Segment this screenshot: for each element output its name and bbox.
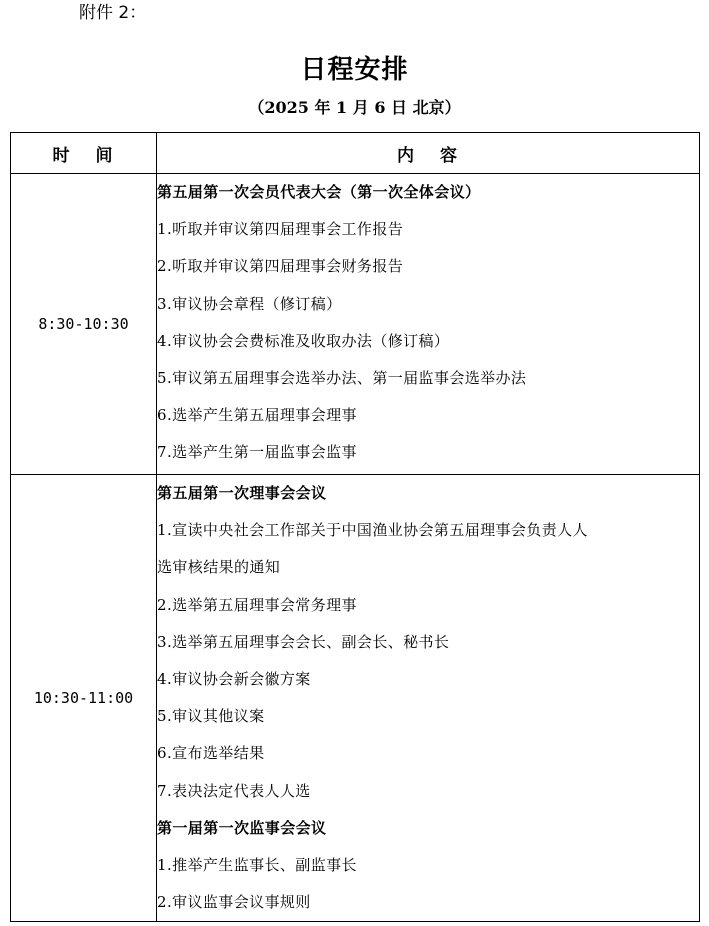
agenda-item-continued: 选审核结果的通知 — [157, 558, 281, 577]
session-3-heading: 第一届第一次监事会会议 — [157, 818, 327, 837]
session-1-heading: 第五届第一次会员代表大会（第一次全体会议） — [157, 183, 481, 201]
agenda-item: 2.选举第五届理事会常务理事 — [157, 595, 357, 614]
agenda-item: 2.听取并审议第四届理事会财务报告 — [157, 257, 404, 276]
agenda-item: 5.审议其他议案 — [157, 707, 265, 726]
header-content-char-1: 内 — [397, 145, 416, 166]
agenda-item: 4.审议协会会费标准及收取办法（修订稿） — [157, 331, 450, 350]
session-2-content — [157, 475, 700, 922]
date-location-subtitle: （2025 年 1 月 6 日 北京） — [248, 98, 461, 117]
agenda-item: 4.审议协会新会徽方案 — [157, 670, 311, 689]
agenda-item: 1.听取并审议第四届理事会工作报告 — [157, 220, 404, 239]
header-content-char-2: 容 — [440, 145, 459, 166]
agenda-item: 3.审议协会章程（修订稿） — [157, 294, 342, 313]
session-1-content — [157, 174, 700, 475]
agenda-item: 1.推举产生监事长、副监事长 — [157, 856, 357, 875]
page-title: 日程安排 — [300, 55, 409, 85]
schedule-table — [10, 132, 700, 922]
agenda-item: 3.选举第五届理事会会长、副会长、秘书长 — [157, 632, 450, 651]
header-time-char-1: 时 — [52, 145, 72, 166]
session-row-1 — [11, 174, 700, 475]
session-2-time: 10:30-11:00 — [11, 475, 157, 922]
agenda-item: 2.审议监事会议事规则 — [157, 893, 311, 912]
agenda-item: 7.表决法定代表人人选 — [157, 781, 311, 800]
header-time — [11, 133, 157, 174]
agenda-item: 5.审议第五届理事会选举办法、第一届监事会选举办法 — [157, 369, 527, 388]
header-time-char-2: 间 — [95, 145, 115, 166]
attachment-label: 附件 2： — [79, 3, 147, 23]
agenda-item: 6.宣布选举结果 — [157, 744, 265, 763]
agenda-item: 6.选举产生第五届理事会理事 — [157, 406, 357, 425]
table-header-row — [11, 133, 700, 174]
session-2-heading: 第五届第一次理事会会议 — [157, 484, 327, 502]
agenda-item: 7.选举产生第一届监事会监事 — [157, 443, 357, 462]
session-row-2 — [11, 475, 700, 922]
agenda-item: 1.宣读中央社会工作部关于中国渔业协会第五届理事会负责人人 — [157, 521, 588, 540]
header-content — [157, 133, 700, 174]
session-1-time: 8:30-10:30 — [11, 174, 157, 475]
